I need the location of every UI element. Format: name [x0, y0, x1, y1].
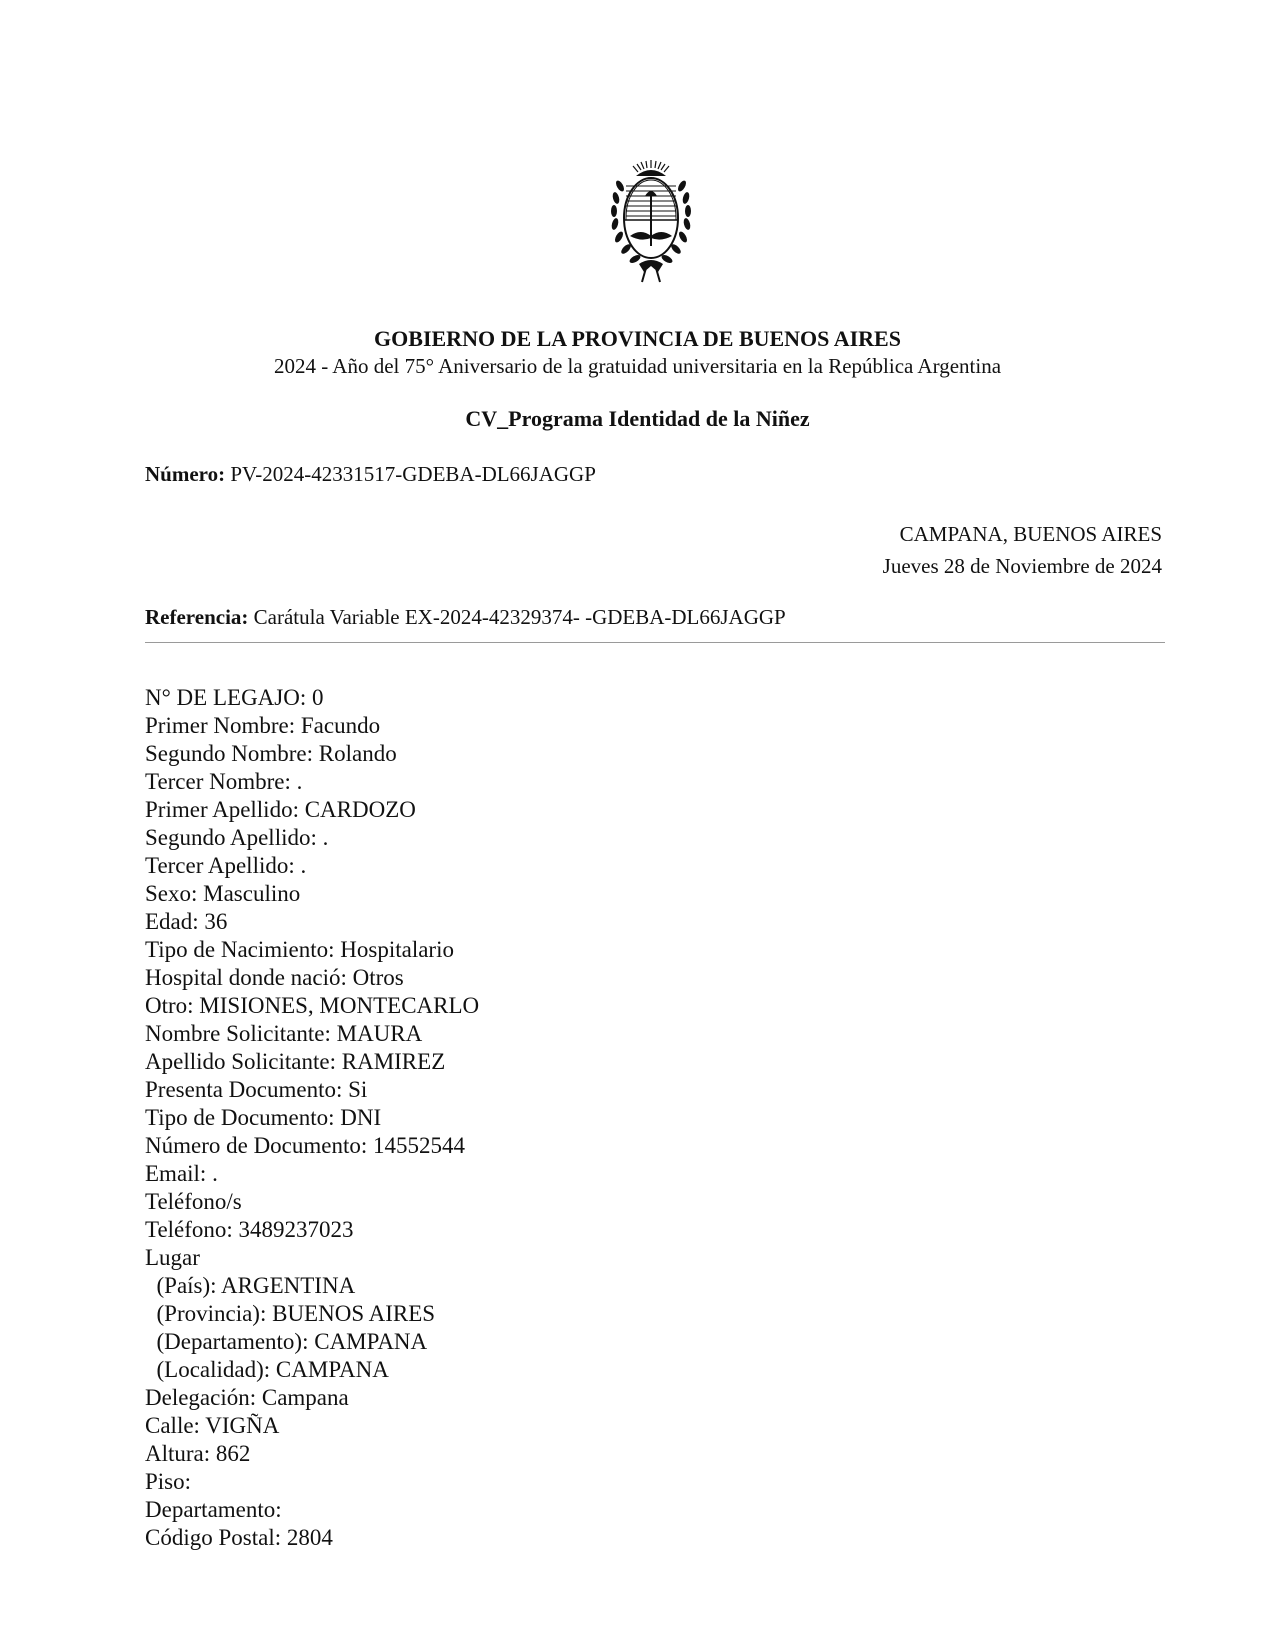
- year-motto: 2024 - Año del 75° Aniversario de la gratuidad universitaria en la República Argentina: [273, 354, 1002, 378]
- divider: [145, 642, 1165, 643]
- field-line: Tipo de Nacimiento: Hospitalario: [145, 937, 454, 962]
- field-line: Apellido Solicitante: RAMIREZ: [145, 1049, 446, 1074]
- field-line: Segundo Apellido: .: [145, 825, 329, 850]
- field-line: (País): ARGENTINA: [145, 1273, 356, 1298]
- field-line: Primer Apellido: CARDOZO: [145, 797, 416, 822]
- field-line: (Localidad): CAMPANA: [145, 1357, 389, 1382]
- reference-label: Referencia:: [145, 605, 249, 629]
- field-line: (Departamento): CAMPANA: [145, 1329, 428, 1354]
- field-line: Número de Documento: 14552544: [145, 1133, 466, 1158]
- field-line: Altura: 862: [145, 1441, 251, 1466]
- field-line: Sexo: Masculino: [145, 881, 301, 906]
- government-title: GOBIERNO DE LA PROVINCIA DE BUENOS AIRES: [374, 326, 901, 351]
- field-line: Presenta Documento: Si: [145, 1077, 368, 1102]
- field-line: N° DE LEGAJO: 0: [145, 685, 324, 710]
- coat-of-arms-icon: [606, 156, 696, 288]
- field-line: Teléfono: 3489237023: [145, 1217, 354, 1242]
- field-line: (Provincia): BUENOS AIRES: [145, 1301, 436, 1326]
- field-line: Código Postal: 2804: [145, 1525, 333, 1550]
- field-line: Delegación: Campana: [145, 1385, 349, 1410]
- field-line: Edad: 36: [145, 909, 228, 934]
- field-line: Departamento:: [145, 1497, 282, 1522]
- field-line: Segundo Nombre: Rolando: [145, 741, 397, 766]
- document-title: CV_Programa Identidad de la Niñez: [465, 406, 810, 431]
- field-line: Primer Nombre: Facundo: [145, 713, 381, 738]
- document-number: [145, 461, 596, 487]
- document-number-label: Número:: [145, 462, 226, 486]
- reference: [145, 604, 786, 630]
- field-line: Teléfono/s: [145, 1189, 242, 1214]
- field-line: Tipo de Documento: DNI: [145, 1105, 382, 1130]
- field-line: Piso:: [145, 1469, 192, 1494]
- date: Jueves 28 de Noviembre de 2024: [882, 554, 1162, 578]
- field-line: Email: .: [145, 1161, 218, 1186]
- field-line: Hospital donde nació: Otros: [145, 965, 404, 990]
- reference-value: Carátula Variable EX-2024-42329374- -GDEBA-DL66JAGGP: [253, 605, 786, 629]
- field-line: Lugar: [145, 1245, 200, 1270]
- field-list: [145, 684, 479, 1552]
- field-line: Tercer Apellido: .: [145, 853, 307, 878]
- field-line: Nombre Solicitante: MAURA: [145, 1021, 423, 1046]
- field-line: Calle: VIGÑA: [145, 1413, 280, 1438]
- place: CAMPANA, BUENOS AIRES: [899, 522, 1162, 546]
- field-line: Tercer Nombre: .: [145, 769, 303, 794]
- document-number-value: PV-2024-42331517-GDEBA-DL66JAGGP: [230, 462, 596, 486]
- field-line: Otro: MISIONES, MONTECARLO: [145, 993, 480, 1018]
